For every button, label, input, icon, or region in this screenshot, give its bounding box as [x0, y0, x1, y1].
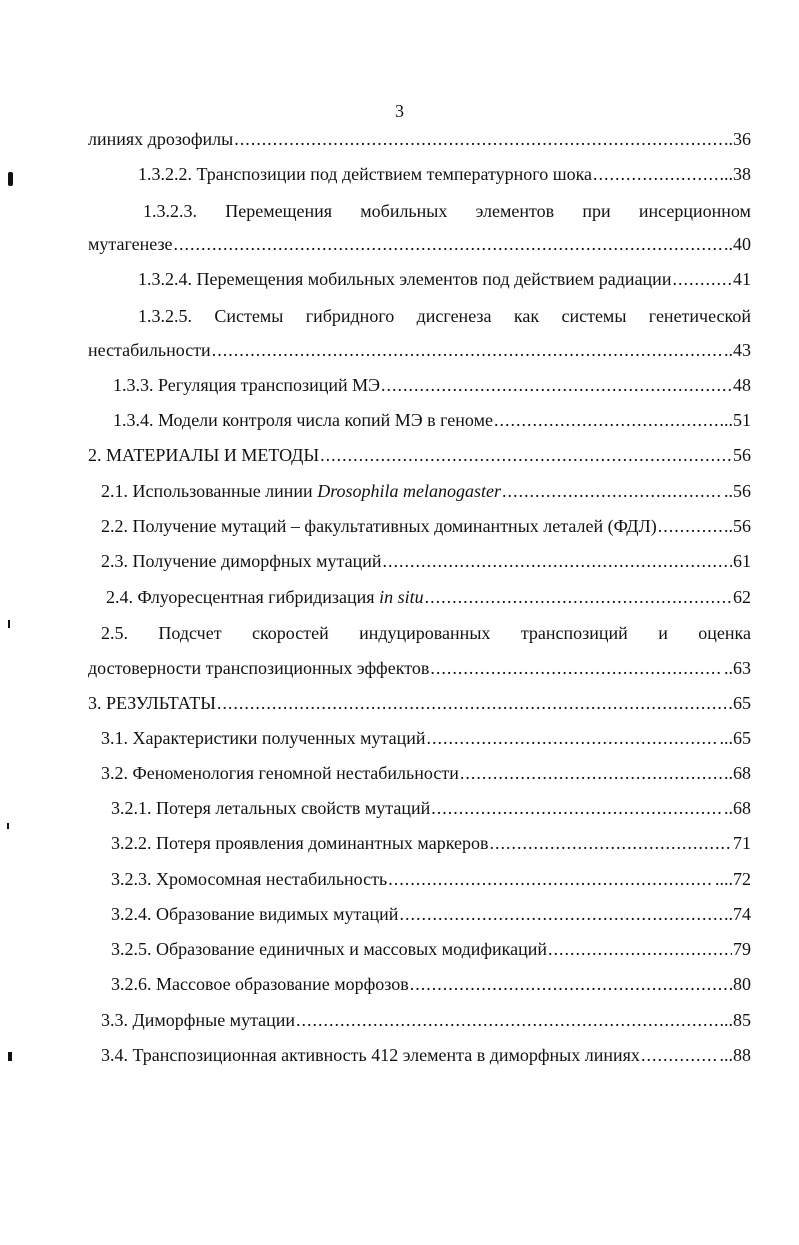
toc-word: транспозиций — [520, 623, 628, 643]
toc-entry-title: 1.3.3. Регуляция транспозиций МЭ — [113, 375, 381, 395]
toc-entry-title: 3.2.1. Потеря летальных свойств мутаций — [111, 798, 431, 818]
toc-entry — [138, 161, 751, 187]
toc-leader-dots — [320, 442, 732, 468]
toc-entry-page: 65 — [733, 693, 751, 713]
toc-entry-page: ..43 — [724, 340, 751, 360]
toc-word: инсерционном — [638, 201, 751, 221]
toc-entry-title: 3.2.5. Образование единичных и массовых модификаций — [111, 939, 548, 959]
toc-entry-title: 1.3.2.2. Транспозиции под действием температурного шока — [138, 164, 593, 184]
toc-entry-page: ..38 — [724, 164, 751, 184]
toc-entry-title: 2. МАТЕРИАЛЫ И МЕТОДЫ — [88, 445, 320, 465]
toc-word: и — [658, 623, 668, 643]
toc-entry — [88, 231, 751, 257]
toc-entry-justified — [138, 303, 751, 329]
toc-entry-title: 1.3.2.4. Перемещения мобильных элементов под действием радиации — [138, 269, 672, 289]
toc-entry-page: 48 — [733, 375, 751, 395]
toc-entry-title: 2.3. Получение диморфных мутаций — [101, 551, 382, 571]
toc-leader-dots — [174, 231, 723, 257]
toc-entry-page: 41 — [733, 269, 751, 289]
toc-entry — [111, 901, 751, 927]
toc-leader-dots — [381, 372, 732, 398]
toc-entry — [101, 478, 751, 504]
toc-entry — [88, 126, 751, 152]
toc-entry — [101, 513, 751, 539]
toc-entry-page: ..56 — [724, 516, 751, 536]
toc-entry-title: достоверности транспозиционных эффектов — [88, 658, 430, 678]
toc-entry — [113, 372, 751, 398]
toc-entry-title: 3.2.2. Потеря проявления доминантных маркеров — [111, 833, 489, 853]
toc-entry-title-italic: in situ — [379, 587, 424, 607]
toc-entry-page: 71 — [733, 833, 751, 853]
toc-entry — [106, 584, 751, 610]
toc-word: скоростей — [251, 623, 329, 643]
toc-entry-title: 3.4. Транспозиционная активность 412 элемента в диморфных линиях — [101, 1045, 640, 1065]
toc-entry-page: ....72 — [715, 869, 751, 889]
toc-entry — [111, 866, 751, 892]
toc-leader-dots — [410, 971, 732, 997]
toc-entry-title: 3.2.6. Массовое образование морфозов — [111, 974, 409, 994]
toc-entry-title: 3. РЕЗУЛЬТАТЫ — [88, 693, 216, 713]
toc-entry — [111, 795, 751, 821]
toc-word: индуцированных — [359, 623, 491, 643]
toc-entry — [113, 407, 751, 433]
toc-entry — [101, 1007, 751, 1033]
toc-word: 1.3.2.5. — [138, 306, 192, 326]
toc-word: дисгенеза — [416, 306, 492, 326]
toc-word: генетической — [648, 306, 751, 326]
toc-entry — [88, 442, 751, 468]
toc-word: оценка — [698, 623, 751, 643]
toc-entry-page: ..56 — [724, 481, 751, 501]
toc-entry-title: нестабильности — [88, 340, 211, 360]
toc-entry — [88, 337, 751, 363]
toc-leader-dots — [425, 584, 732, 610]
toc-leader-dots — [234, 126, 723, 152]
toc-entry-page: 62 — [733, 587, 751, 607]
toc-leader-dots — [489, 830, 732, 856]
toc-entry-title: мутагенезе — [88, 234, 173, 254]
toc-entry-page: 61 — [733, 551, 751, 571]
toc-leader-dots — [399, 901, 723, 927]
toc-leader-dots — [502, 478, 723, 504]
toc-entry-title: 3.3. Диморфные мутации — [101, 1010, 296, 1030]
toc-entry-title-italic: Drosophila melanogaster — [317, 481, 502, 501]
toc-entry-page: ..68 — [724, 763, 751, 783]
toc-entry-title: 3.2.3. Хромосомная нестабильность — [111, 869, 388, 889]
toc-leader-dots — [426, 725, 718, 751]
toc-entry — [101, 725, 751, 751]
toc-leader-dots — [672, 266, 732, 292]
scan-mark — [8, 620, 10, 628]
toc-entry-title-text: 2.4. Флуоресцентная гибридизация — [106, 587, 380, 607]
scan-mark — [7, 823, 9, 829]
toc-entry-justified — [143, 198, 751, 224]
toc-entry-page: ..36 — [724, 129, 751, 149]
toc-word: 2.5. — [101, 623, 128, 643]
toc-entry-page: 56 — [733, 445, 751, 465]
toc-leader-dots — [430, 655, 723, 681]
toc-leader-dots — [548, 936, 732, 962]
toc-word: элементов — [475, 201, 555, 221]
toc-entry-title — [101, 478, 501, 504]
toc-leader-dots — [212, 337, 723, 363]
toc-word: мобильных — [360, 201, 448, 221]
toc-entry — [138, 266, 751, 292]
toc-entry-page: 80 — [733, 974, 751, 994]
toc-leader-dots — [296, 1007, 723, 1033]
toc-leader-dots — [431, 795, 723, 821]
toc-leader-dots — [382, 548, 732, 574]
scan-mark — [8, 1052, 12, 1061]
toc-entry-title: 3.2. Феноменология геномной нестабильности — [101, 763, 459, 783]
toc-word: Подсчет — [158, 623, 222, 643]
toc-entry — [101, 760, 751, 786]
toc-entry — [88, 655, 751, 681]
toc-entry-justified — [101, 620, 751, 646]
toc-entry-page: ..74 — [724, 904, 751, 924]
toc-leader-dots — [658, 513, 723, 539]
toc-entry-page: ..51 — [724, 410, 751, 430]
toc-word: системы — [561, 306, 627, 326]
toc-entry-title — [106, 584, 424, 610]
toc-entry — [111, 936, 751, 962]
toc-entry-page: ..85 — [724, 1010, 751, 1030]
toc-entry-page: 79 — [733, 939, 751, 959]
toc-entry-page: ...88 — [719, 1045, 751, 1065]
scan-mark — [8, 172, 13, 186]
toc-word: как — [513, 306, 540, 326]
toc-entry-title-text: 2.1. Использованные линии — [101, 481, 318, 501]
toc-leader-dots — [641, 1042, 719, 1068]
toc-leader-dots — [494, 407, 723, 433]
toc-entry-page: ..40 — [724, 234, 751, 254]
toc-entry — [88, 690, 751, 716]
toc-entry-page: ..63 — [724, 658, 751, 678]
toc-entry-page: ..68 — [724, 798, 751, 818]
toc-leader-dots — [388, 866, 714, 892]
toc-word: 1.3.2.3. — [143, 201, 197, 221]
toc-word: при — [582, 201, 611, 221]
toc-word: Системы — [214, 306, 284, 326]
toc-entry — [101, 548, 751, 574]
toc-entry-page: ...65 — [719, 728, 751, 748]
toc-leader-dots — [217, 690, 732, 716]
toc-entry-title: 3.1. Характеристики полученных мутаций — [101, 728, 426, 748]
toc-entry-title: линиях дрозофилы — [88, 129, 234, 149]
toc-entry — [101, 1042, 751, 1068]
toc-entry-title: 2.2. Получение мутаций – факультативных доминантных леталей (ФДЛ) — [101, 516, 657, 536]
toc-leader-dots — [460, 760, 723, 786]
page-number: 3 — [395, 101, 404, 121]
toc-entry-title: 3.2.4. Образование видимых мутаций — [111, 904, 399, 924]
toc-entry — [111, 830, 751, 856]
toc-leader-dots — [593, 161, 723, 187]
toc-word: Перемещения — [225, 201, 333, 221]
toc-entry — [111, 971, 751, 997]
toc-word: гибридного — [305, 306, 395, 326]
toc-entry-title: 1.3.4. Модели контроля числа копий МЭ в геноме — [113, 410, 493, 430]
